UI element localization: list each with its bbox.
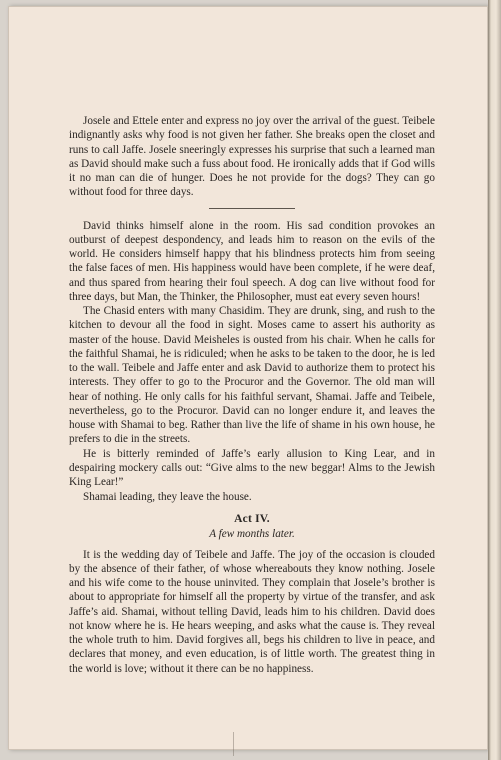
adjacent-page-edge xyxy=(488,0,501,760)
paragraph-chasid-enters: The Chasid enters with many Chasidim. They are drunk, sing, and rush to the kitchen to devour all the food in sight. Moses came to assert his authority as master of the house. David Meisheles is ousted from his chair. When he calls for the faithful Shamai, he is ridiculed; when he asks to be taken to the door, he is led to the wall. Teibele and Jaffe enter and ask David to authorize them to protect his interests. They offer to go to the Procuror and the Governor. The old man will hear of nothing. He only calls for his faithful servant, Shamai. Jaffe and Teibele, nevertheless, go to the Procuror. David can no longer endure it, and leaves the house with Shamai to beg. Rather than live the life of shame in his own house, he prefers to die in the streets. xyxy=(69,305,435,446)
paragraph-david-alone: David thinks himself alone in the room. His sad condition provokes an outburst of deepest despondency, and leads him to reason on the evils of the world. He considers himself happy that his blindness protects him from seeing the false faces of men. His happiness would have been complete, if he were deaf, and thus spared from hearing their foul speech. A dog can live without food for three days, but Man, the Thinker, the Philosopher, must eat every seven hours! xyxy=(69,219,435,303)
page-fold-mark xyxy=(233,732,234,756)
book-page xyxy=(8,6,488,750)
act-subtitle: A few months later. xyxy=(209,527,295,540)
paragraph-wedding-day: It is the wedding day of Teibele and Jaffe. The joy of the occasion is clouded by the absence of their father, of whose whereabouts they know nothing. Josele and his wife come to the house uninvited. They complain that Josele’s brother is about to appropriate for himself all the property by virtue of the transfer, and ask Jaffe’s aid. Shamai, without telling David, leads him to his children. David does not know where he is. He hears weeping, and asks what the cause is. They reveal the whole truth to him. David forgives all, begs his children to live in peace, and declares that money, and even education, is of little worth. The greatest thing in the world is love; without it there can be no happiness. xyxy=(69,548,435,675)
paragraph-king-lear: He is bitterly reminded of Jaffe’s early allusion to King Lear, and in despairing mockery calls out: “Give alms to the new beggar! Alms to the Jewish King Lear!” xyxy=(69,447,435,488)
page-text-column xyxy=(69,114,435,676)
paragraph-josele-and-ettele: Josele and Ettele enter and express no joy over the arrival of the guest. Teibele indignantly asks why food is not given her father. She breaks open the closet and runs to call Jaffe. Josele sneeringly expresses his surprise that such a learned man as David should make such a fuss about food. He ironically adds that if God wills it no man can die of hunger. Does he not provide for the dogs? They can go without food for three days. xyxy=(69,115,435,199)
section-divider xyxy=(209,208,295,209)
paragraph-shamai-leading: Shamai leading, they leave the house. xyxy=(83,491,252,504)
act-heading: Act IV. xyxy=(234,512,270,525)
